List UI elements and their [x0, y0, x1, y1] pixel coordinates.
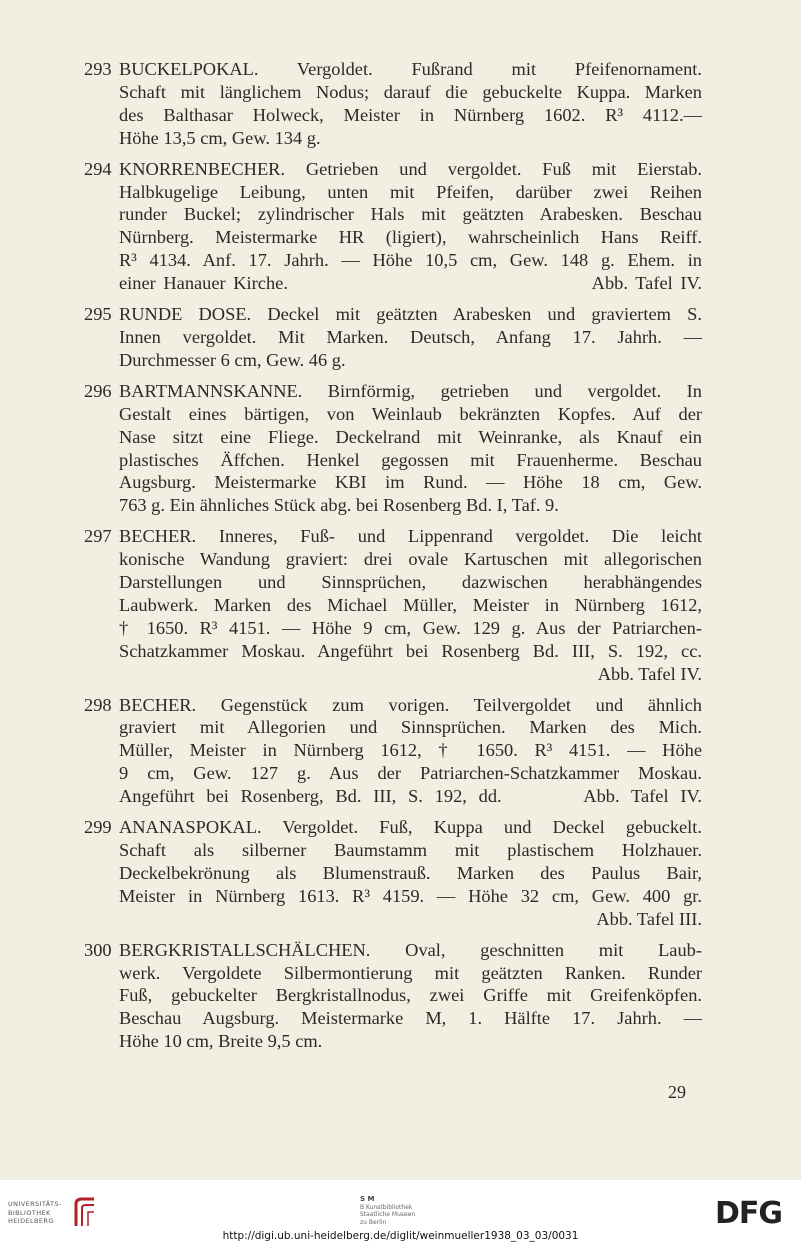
entry-text: [119, 694, 702, 809]
entry-line: einer Hanauer Kirche. Abb. Tafel IV.: [119, 273, 702, 294]
entry-number: 299: [84, 817, 112, 838]
entry-line: Nürnberg. Meistermarke HR (ligiert), wahrscheinlich Hans Reiff.: [119, 227, 702, 248]
entry-line: Laubwerk. Marken des Michael Müller, Meister in Nürnberg 1612,: [119, 594, 702, 615]
catalog-entry: [84, 303, 702, 372]
catalog-entry: [84, 816, 702, 931]
entry-line: graviert mit Allegorien und Sinnsprüchen. Marken des Mich.: [119, 717, 702, 738]
entry-line: R³ 4134. Anf. 17. Jahrh. — Höhe 10,5 cm, Gew. 148 g. Ehem. in: [119, 250, 702, 271]
university-label: [8, 1200, 62, 1226]
entry-line: Fuß, gebuckelter Bergkristallnodus, zwei Griffe mit Greifenköpfen.: [119, 985, 702, 1006]
entry-line: Gestalt eines bärtigen, von Weinlaub bekränzten Kopfes. Auf der: [119, 403, 702, 424]
entry-line: Meister in Nürnberg 1613. R³ 4159. — Höhe 32 cm, Gew. 400 gr.: [119, 885, 702, 906]
entry-line: Beschau Augsburg. Meistermarke M, 1. Hälfte 17. Jahrh. —: [119, 1008, 702, 1029]
entry-line: werk. Vergoldete Silbermontierung mit geätzten Ranken. Runder: [119, 962, 702, 983]
catalog-entries: [84, 58, 702, 1061]
catalog-entry: [84, 158, 702, 295]
entry-line: Müller, Meister in Nürnberg 1612, † 1650. R³ 4151. — Höhe: [119, 740, 702, 761]
entry-line: Höhe 13,5 cm, Gew. 134 g.: [119, 127, 321, 148]
catalog-entry: [84, 939, 702, 1054]
entry-line: KNORRENBECHER. Getrieben und vergoldet. Fuß mit Eierstab.: [119, 158, 702, 179]
entry-line: † 1650. R³ 4151. — Höhe 9 cm, Gew. 129 g. Aus der Patriarchen-: [119, 617, 702, 638]
entry-line: runder Buckel; zylindrischer Hals mit geätzten Arabesken. Beschau: [119, 204, 702, 225]
entry-line: Nase sitzt eine Fliege. Deckelrand mit Weinranke, als Knauf ein: [119, 426, 702, 447]
entry-line: ANANASPOKAL. Vergoldet. Fuß, Kuppa und Deckel gebuckelt.: [119, 817, 702, 838]
library-line: zu Berlin: [360, 1218, 387, 1226]
entry-line: Darstellungen und Sinnsprüchen, dazwischen herabhängendes: [119, 572, 702, 593]
entry-number: 297: [84, 526, 112, 547]
entry-line: BECHER. Inneres, Fuß- und Lippenrand vergoldet. Die leicht: [119, 526, 702, 547]
entry-line: Halbkugelige Leibung, unten mit Pfeifen, darüber zwei Reihen: [119, 181, 702, 202]
university-line: BIBLIOTHEK: [8, 1208, 51, 1217]
catalog-entry: [84, 380, 702, 517]
entry-line: 763 g. Ein ähnliches Stück abg. bei Rosenberg Bd. I, Taf. 9.: [119, 495, 559, 516]
university-line: UNIVERSITÄTS-: [8, 1200, 62, 1208]
entry-text: [119, 525, 702, 685]
entry-line: BERGKRISTALLSCHÄLCHEN. Oval, geschnitten mit Laub-: [119, 939, 702, 960]
entry-number: 298: [84, 694, 112, 715]
entry-line: Schaft als silberner Baumstamm mit plastischem Holzhauer.: [119, 840, 702, 860]
university-logo-icon: [72, 1196, 98, 1230]
entry-line: BUCKELPOKAL. Vergoldet. Fußrand mit Pfeifenornament.: [119, 59, 702, 79]
catalog-entry: [84, 694, 702, 809]
entry-number: 294: [84, 158, 112, 179]
entry-text: [119, 380, 702, 517]
entry-line: Schaft mit länglichem Nodus; darauf die gebuckelte Kuppa. Marken: [119, 81, 702, 102]
entry-line: Deckelbekrönung als Blumenstrauß. Marken des Paulus Bair,: [119, 862, 702, 883]
entry-text: [119, 58, 702, 150]
university-line: HEIDELBERG: [8, 1217, 54, 1225]
page-number: 29: [668, 1082, 686, 1102]
catalog-entry: [84, 58, 702, 150]
entry-number: 300: [84, 939, 112, 960]
entry-line: RUNDE DOSE. Deckel mit geätzten Arabesken und graviertem S.: [119, 304, 702, 325]
entry-number: 296: [84, 380, 112, 401]
entry-line: plastisches Äffchen. Henkel gegossen mit Frauenherme. Beschau: [119, 449, 702, 470]
entry-number: 295: [84, 304, 112, 325]
entry-line: BARTMANNSKANNE. Birnförmig, getrieben und vergoldet. In: [119, 380, 702, 401]
entry-text: [119, 303, 702, 372]
catalog-entry: [84, 525, 702, 685]
library-line: Staatliche Museen: [360, 1211, 416, 1218]
entry-line: BECHER. Gegenstück zum vorigen. Teilvergoldet und ähnlich: [119, 694, 702, 715]
entry-text: [119, 816, 702, 931]
entry-line: des Balthasar Holweck, Meister in Nürnberg 1602. R³ 4112.—: [119, 104, 702, 125]
dfg-logo: DFG: [715, 1196, 783, 1231]
library-mark: S M: [360, 1195, 375, 1203]
page-url-link[interactable]: http://digi.ub.uni-heidelberg.de/diglit/weinmueller1938_03_03/0031: [222, 1230, 579, 1242]
entry-line: Abb. Tafel IV.: [597, 663, 702, 684]
entry-line: Schatzkammer Moskau. Angeführt bei Rosenberg Bd. III, S. 192, cc.: [119, 640, 702, 661]
entry-line: Augsburg. Meistermarke KBI im Rund. — Höhe 18 cm, Gew.: [119, 472, 702, 493]
entry-text: [119, 939, 702, 1054]
entry-line: 9 cm, Gew. 127 g. Aus der Patriarchen-Schatzkammer Moskau.: [119, 763, 702, 784]
entry-line: Höhe 10 cm, Breite 9,5 cm.: [119, 1031, 323, 1052]
entry-line: Angeführt bei Rosenberg, Bd. III, S. 192, dd. Abb. Tafel IV.: [119, 786, 702, 807]
entry-text: [119, 158, 702, 295]
entry-number: 293: [84, 59, 112, 79]
entry-line: Durchmesser 6 cm, Gew. 46 g.: [119, 349, 346, 370]
entry-line: Abb. Tafel III.: [596, 908, 702, 929]
library-line: B Kunstbibliothek: [360, 1203, 413, 1211]
library-label: [360, 1196, 450, 1226]
entry-line: Innen vergoldet. Mit Marken. Deutsch, Anfang 17. Jahrh. —: [119, 326, 702, 347]
entry-line: konische Wandung graviert: drei ovale Kartuschen mit allegorischen: [119, 549, 702, 570]
